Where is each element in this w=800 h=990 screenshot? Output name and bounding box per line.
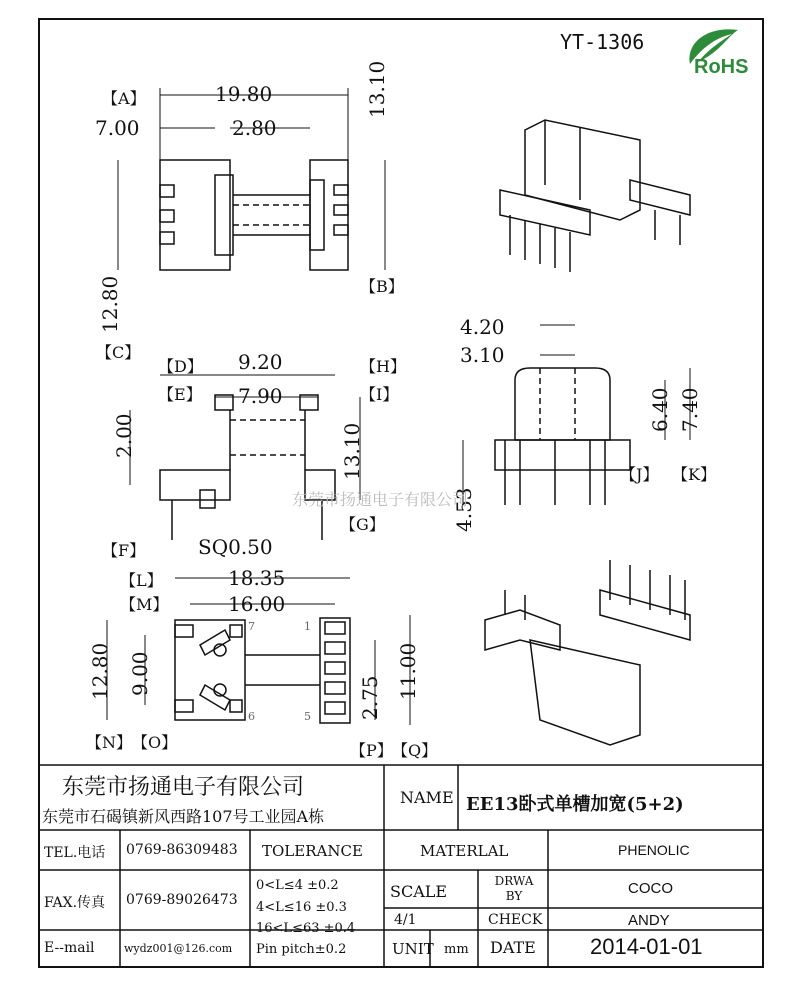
tel-value: 0769-86309483 (126, 842, 238, 858)
rohs-text: RoHS (694, 56, 749, 78)
dim-overall: 19.80 (215, 82, 273, 106)
company-address: 东莞市石碣镇新风西路107号工业园A栋 (42, 807, 325, 826)
part-number: YT-1306 (560, 30, 645, 54)
label-d: 【D】 (158, 357, 203, 376)
tolerance-row-4: Pin pitch±0.2 (256, 942, 347, 957)
label-q: 【Q】 (392, 741, 438, 760)
dim-w1: 4.20 (460, 315, 505, 339)
dim-w2: 3.10 (460, 343, 505, 367)
company-name: 东莞市扬通电子有限公司 (62, 775, 305, 800)
fax-label: FAX.传真 (44, 895, 106, 911)
pin-mark-7: 7 (248, 620, 255, 633)
pin-mark-5: 5 (304, 710, 311, 723)
tolerance-label: TOLERANCE (262, 842, 363, 860)
dim-height-b: 13.10 (365, 60, 389, 118)
label-o: 【O】 (132, 733, 178, 752)
check-label: CHECK (488, 912, 543, 928)
tel-label: TEL.电话 (44, 845, 106, 861)
dim-e-width: 7.90 (238, 384, 283, 408)
label-k: 【K】 (672, 465, 716, 484)
tolerance-row-3: 16<L≤63 ±0.4 (256, 921, 356, 936)
drwa-label: DRWA BY (494, 874, 534, 903)
unit-value: mm (444, 942, 469, 957)
label-i: 【I】 (360, 385, 399, 404)
tolerance-row-1: 0<L≤4 ±0.2 (256, 878, 339, 893)
label-g: 【G】 (340, 515, 385, 534)
pin-mark-1: 1 (304, 620, 311, 633)
material-value: PHENOLIC (618, 842, 690, 858)
pin-mark-6: 6 (248, 710, 255, 723)
email-value: wydz001@126.com (124, 942, 233, 955)
label-m: 【M】 (120, 595, 169, 614)
fax-value: 0769-89026473 (126, 892, 238, 908)
unit-label: UNIT (392, 940, 434, 958)
drwa-value: COCO (628, 880, 673, 897)
label-c: 【C】 (96, 343, 141, 362)
dim-h1: 6.40 (648, 387, 672, 432)
label-b: 【B】 (360, 277, 404, 296)
date-value: 2014-01-01 (590, 934, 703, 959)
dim-o: 9.00 (128, 651, 152, 696)
scale-value: 4/1 (394, 912, 417, 928)
label-e: 【E】 (158, 385, 202, 404)
label-l: 【L】 (120, 571, 163, 590)
scale-label: SCALE (390, 882, 448, 901)
dim-p: 11.00 (396, 642, 420, 700)
dim-n: 12.80 (88, 642, 112, 700)
dim-pin-len: 4.53 (452, 487, 476, 532)
name-label: NAME (400, 788, 454, 807)
dim-q: 2.75 (358, 675, 382, 720)
dim-m: 16.00 (228, 592, 286, 616)
dim-height-c: 12.80 (98, 275, 122, 333)
name-value: EE13卧式单槽加宽(5+2) (466, 794, 684, 815)
dim-pin-sq: SQ0.50 (198, 535, 273, 559)
label-f: 【F】 (102, 541, 146, 560)
watermark: 东莞市扬通电子有限公司 (292, 490, 469, 509)
email-label: E--mail (44, 940, 95, 956)
label-p: 【P】 (350, 741, 393, 760)
tolerance-row-2: 4<L≤16 ±0.3 (256, 900, 347, 915)
dim-flange-gap: 2.80 (232, 116, 277, 140)
dim-side-height: 13.10 (340, 422, 364, 480)
date-label: DATE (490, 938, 536, 957)
dim-left-offset: 7.00 (95, 116, 140, 140)
label-h: 【H】 (360, 357, 406, 376)
dim-l: 18.35 (228, 566, 286, 590)
check-value: ANDY (628, 912, 670, 929)
material-label: MATERLAL (420, 842, 509, 860)
label-a: 【A】 (102, 89, 146, 108)
label-j: 【J】 (620, 465, 659, 484)
dim-pin-offset: 2.00 (112, 413, 136, 458)
label-n: 【N】 (86, 733, 133, 752)
dim-h2: 7.40 (678, 387, 702, 432)
dim-d-width: 9.20 (238, 350, 283, 374)
